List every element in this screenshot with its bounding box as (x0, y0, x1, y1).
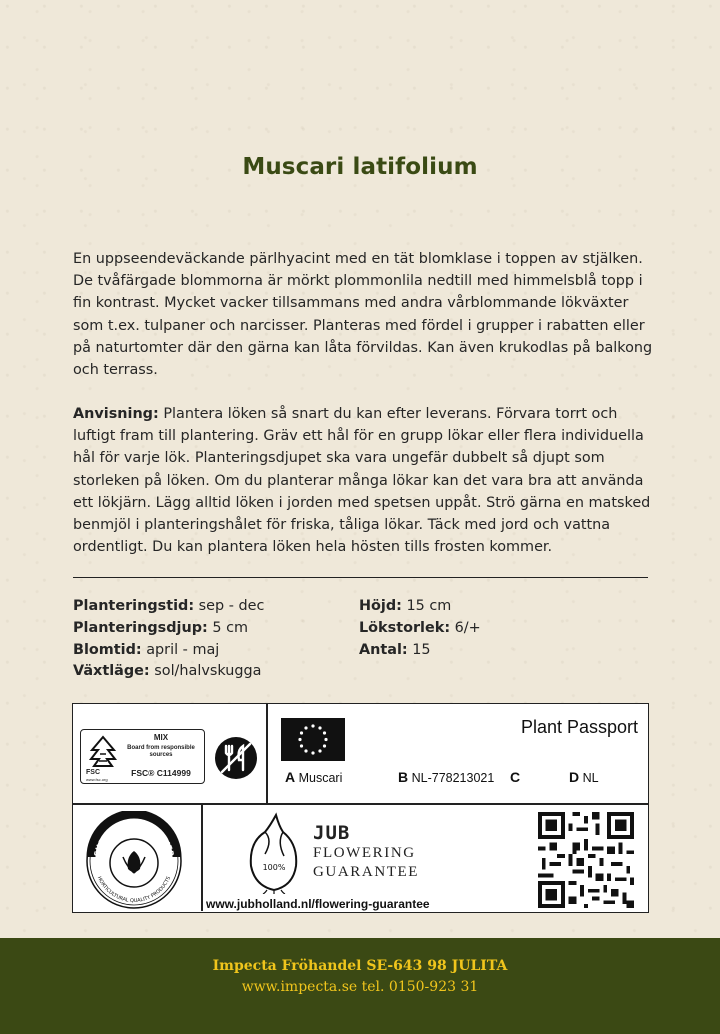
fact-value: 6/+ (450, 619, 481, 636)
instructions-text: Plantera löken så snart du kan efter leverans. Förvara torrt och luftigt fram till plantering. Gräv ett hål för en grupp lökar eller flera individuella hål för varje lök. Planteringsdjupet ska vara ungefär dubbelt så djupt som storleken på löken. Om du planterar många lökar kan det vara bra att använda ett lökjärn. Lägg alltid löken i jorden med spetsen uppåt. Strö gärna en matsked benmjöl i planteringshålet för friska, tåliga lökar. Täck med jord och vattna ordentligt. Du kan plantera löken hela hösten tills frosten kommer. (73, 406, 651, 556)
not-edible-icon (214, 736, 258, 780)
page-title: Muscari latifolium (242, 154, 478, 180)
fsc-mix-label: MIX (153, 733, 169, 742)
guarantee-badge: 100% (262, 863, 286, 872)
sustainable-supplier-seal (83, 811, 185, 911)
certification-label-box (72, 703, 649, 913)
fsc-code: FSC® C114999 (131, 768, 191, 778)
facts-right-column (359, 596, 481, 661)
pp-key: A (285, 769, 296, 785)
fact-value: sol/halvskugga (149, 663, 262, 680)
fact-label: Lökstorlek: (359, 619, 451, 636)
fsc-sub-label: Board from responsible sources (127, 745, 195, 758)
fsc-tag: FSC (86, 769, 100, 776)
fact-planting-depth (73, 618, 264, 640)
label-box-divider (266, 704, 268, 803)
instructions-label: Anvisning: (73, 406, 159, 422)
pp-value: NL (579, 771, 599, 785)
fact-growing-position (73, 661, 264, 683)
fact-value: 15 (407, 641, 431, 658)
jub-line-2: GUARANTEE (313, 864, 420, 880)
fact-planting-time (73, 596, 264, 618)
label-box-divider (73, 803, 648, 805)
fact-label: Planteringsdjup: (73, 619, 208, 636)
seal-top-text: SUSTAINABLE SUPPLIER (92, 818, 176, 858)
pp-key: D (569, 769, 580, 785)
facts-left-column (73, 596, 264, 683)
jub-line-1: FLOWERING (313, 845, 416, 861)
section-divider (73, 577, 648, 578)
fact-label: Blomtid: (73, 641, 142, 658)
plant-passport-title: Plant Passport (520, 717, 638, 737)
jub-guarantee-url: www.jubholland.nl/flowering-guarantee (206, 897, 430, 911)
fact-label: Antal: (359, 641, 408, 658)
fact-value: april - maj (141, 641, 220, 658)
fsc-logo (80, 729, 205, 784)
qr-code-icon (538, 812, 634, 908)
pp-field-a (285, 769, 342, 785)
footer-bar (0, 938, 720, 1034)
jub-guarantee-logo (313, 822, 419, 882)
flower-bulb-icon (243, 810, 305, 894)
fsc-website: www.fsc.org (86, 777, 108, 782)
fact-value: sep - dec (194, 598, 265, 614)
description-paragraph: En uppseendeväckande pärlhyacint med en tät blomklase i toppen av stjälken. De tvåfärgade blommorna är mörkt plommonlila nedtill med himmelsblå topp i fin kontrast. Mycket vacker tillsammans med andra vårblommande lökväxter som t.ex. tulpaner och narcisser. Planteras med fördel i grupper i rabatten eller på naturtomter där den gärna kan låta förvildas. Kan även krukodlas på balkong och terrass. (73, 251, 653, 379)
fact-value: 5 cm (207, 619, 249, 636)
pp-key: C (510, 769, 521, 785)
fact-height (359, 596, 481, 618)
fact-label: Höjd: (359, 598, 402, 614)
pp-key: B (398, 769, 409, 785)
pp-field-d (569, 769, 599, 785)
fact-label: Växtläge: (73, 663, 150, 680)
fact-bulb-size (359, 618, 481, 640)
footer-contact: www.impecta.se tel. 0150-923 31 (241, 979, 479, 995)
fact-quantity (359, 640, 481, 662)
pp-value: Muscari (295, 771, 343, 785)
fact-value: 15 cm (401, 598, 452, 614)
pp-value: NL-778213021 (408, 771, 495, 785)
fact-label: Planteringstid: (73, 598, 195, 614)
fact-bloom-time (73, 640, 264, 662)
jub-brand: JUB (313, 822, 351, 844)
seal-bottom-text: HORTICULTURAL QUALITY PRODUCTS (95, 875, 173, 905)
footer-company: Impecta Fröhandel SE-643 98 JULITA (212, 958, 508, 974)
pp-field-c (510, 769, 520, 785)
instructions-paragraph (73, 403, 653, 558)
pp-field-b (398, 769, 494, 785)
eu-flag-icon (281, 718, 345, 761)
label-box-divider (201, 803, 203, 911)
